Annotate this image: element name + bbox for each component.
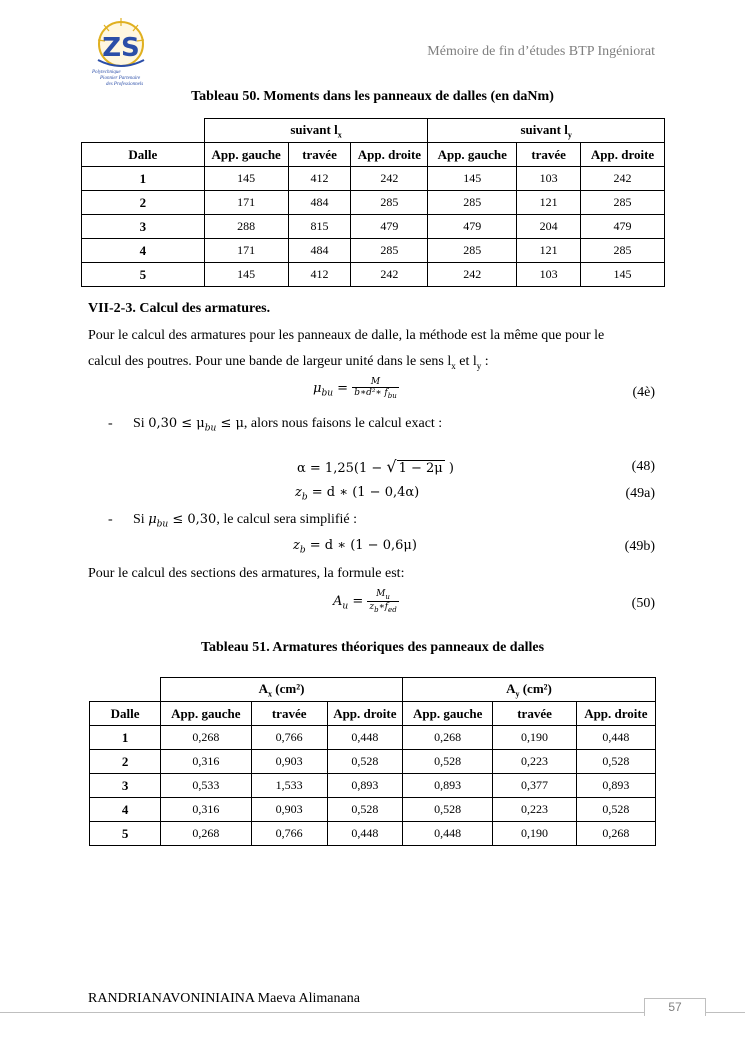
table-cell: 242: [351, 263, 428, 287]
table-cell: 0,223: [493, 750, 576, 774]
table-cell: 0,766: [251, 822, 327, 846]
table-row: [82, 215, 665, 239]
table-cell: 285: [581, 191, 665, 215]
table-cell: 0,533: [161, 774, 251, 798]
table51-col-dalle: Dalle: [90, 702, 161, 726]
table-cell: 145: [204, 263, 288, 287]
table-cell: 3: [90, 774, 161, 798]
table-cell: 412: [288, 167, 351, 191]
fraction: $\frac{M_u}{z_b∗f_{ed}}$: [369, 589, 397, 614]
table-cell: 285: [581, 239, 665, 263]
paragraph-2: Pour le calcul des sections des armatures, la formule est:: [88, 566, 405, 581]
table-cell: 0,893: [327, 774, 402, 798]
equation-mu-bu: $\mu_{bu}$ = $\frac{M}{b∗d^2∗ f_{bu}}$: [313, 377, 397, 400]
table-cell: 0,268: [576, 822, 655, 846]
table-row: [82, 167, 665, 191]
bullet-1: - Si $0,30 \le \mu_{bu} \le \mu$, alors nous faisons le calcul exact :: [108, 416, 443, 434]
table51-col-header: App. droite: [576, 702, 655, 726]
svg-text:ZS: ZS: [102, 33, 140, 63]
table50-group-y: suivant $l_y$: [428, 119, 665, 143]
table51-group-x: $A_x$ (cm²): [161, 678, 403, 702]
table50-col-header: App. droite: [581, 143, 665, 167]
equation-zb-simplified: $z_b = d$ ∗ (1 − 0,6μ): [293, 538, 417, 556]
table-cell: 288: [204, 215, 288, 239]
table51-col-header: travée: [251, 702, 327, 726]
table-cell: 1,533: [251, 774, 327, 798]
table-cell: 479: [428, 215, 517, 239]
table-cell: 204: [517, 215, 581, 239]
table-cell: 0,268: [402, 726, 492, 750]
table-cell: 171: [204, 239, 288, 263]
table-cell: 0,528: [402, 750, 492, 774]
table-cell: 0,528: [327, 750, 402, 774]
table-row: [90, 822, 656, 846]
table51-group-header-row: [90, 678, 656, 702]
equation-alpha: α = 1,25(1 − √ 1 − 2μ ): [297, 457, 454, 476]
table50-header-row: [82, 143, 665, 167]
equation-au: $A_u$ = $\frac{M_u}{z_b∗f_{ed}}$: [333, 589, 397, 614]
table-cell: 0,316: [161, 750, 251, 774]
page-number: 57: [644, 998, 706, 1016]
table-cell: 242: [351, 167, 428, 191]
table-cell: 479: [581, 215, 665, 239]
table-cell: 1: [82, 167, 205, 191]
table51-group-y: $A_y$ (cm²): [402, 678, 655, 702]
table-cell: 242: [581, 167, 665, 191]
table-cell: 0,528: [576, 798, 655, 822]
logo-tagline: Polytechnique Pionnier Partenaire des Professionnels: [92, 70, 144, 87]
table50-col-header: App. gauche: [204, 143, 288, 167]
table-cell: 484: [288, 239, 351, 263]
table-cell: 0,448: [402, 822, 492, 846]
table-cell: 145: [428, 167, 517, 191]
table50: [81, 118, 665, 287]
table-cell: 121: [517, 239, 581, 263]
footer-divider: [0, 1012, 745, 1013]
table-cell: 0,448: [327, 726, 402, 750]
equation-number: (49a): [625, 486, 655, 501]
running-header: Mémoire de fin d’études BTP Ingéniorat: [427, 44, 655, 59]
table-cell: 0,903: [251, 750, 327, 774]
table-cell: 0,448: [327, 822, 402, 846]
table-row: [82, 263, 665, 287]
table-row: [90, 750, 656, 774]
paragraph-1b: calcul des poutres. Pour une bande de largeur unité dans le sens $l_x$ et $l_y$ :: [88, 354, 489, 371]
table-row: [90, 798, 656, 822]
table-cell: 0,377: [493, 774, 576, 798]
table-row: [82, 191, 665, 215]
table-cell: 171: [204, 191, 288, 215]
equation-number: (4è): [632, 385, 655, 400]
equation-number: (50): [631, 596, 655, 611]
table-cell: 0,528: [327, 798, 402, 822]
table51-header-row: [90, 702, 656, 726]
table-cell: 103: [517, 167, 581, 191]
table-cell: 2: [90, 750, 161, 774]
table50-col-header: travée: [288, 143, 351, 167]
table-cell: 0,903: [251, 798, 327, 822]
table-cell: 242: [428, 263, 517, 287]
table-cell: 0,893: [402, 774, 492, 798]
table-cell: 5: [82, 263, 205, 287]
equation-number: (48): [631, 459, 655, 474]
table51: [89, 677, 656, 846]
table51-col-header: App. droite: [327, 702, 402, 726]
table50-col-header: travée: [517, 143, 581, 167]
table-cell: 0,190: [493, 726, 576, 750]
equation-zb-exact: $z_b = d$ ∗ (1 − 0,4α): [295, 485, 420, 503]
table-cell: 0,268: [161, 726, 251, 750]
table50-blank-cell: [82, 119, 205, 143]
fraction: $\frac{M}{b∗d^2∗ f_{bu}}$: [354, 377, 397, 400]
table50-col-header: App. droite: [351, 143, 428, 167]
table50-col-dalle: Dalle: [82, 143, 205, 167]
paragraph-1a: Pour le calcul des armatures pour les panneaux de dalle, la méthode est la même que pour le: [88, 328, 605, 343]
table-cell: 1: [90, 726, 161, 750]
table50-group-header-row: [82, 119, 665, 143]
table-cell: 285: [428, 191, 517, 215]
table-cell: 0,893: [576, 774, 655, 798]
table-cell: 0,223: [493, 798, 576, 822]
equation-number: (49b): [624, 539, 655, 554]
table-cell: 2: [82, 191, 205, 215]
table51-caption: Tableau 51. Armatures théoriques des panneaux de dalles: [200, 640, 545, 655]
table-cell: 145: [581, 263, 665, 287]
table-row: [90, 774, 656, 798]
table-cell: 285: [351, 191, 428, 215]
table-cell: 145: [204, 167, 288, 191]
section-title: VII-2-3. Calcul des armatures.: [88, 301, 271, 316]
table50-group-x: suivant $l_x$: [204, 119, 428, 143]
table-cell: 5: [90, 822, 161, 846]
table-row: [82, 239, 665, 263]
table-cell: 412: [288, 263, 351, 287]
table-row: [90, 726, 656, 750]
table-cell: 285: [351, 239, 428, 263]
table51-col-header: App. gauche: [161, 702, 251, 726]
table-cell: 484: [288, 191, 351, 215]
table50-col-header: App. gauche: [428, 143, 517, 167]
bullet-2: - Si $\mu_{bu} \le 0,30$, le calcul sera simplifié :: [108, 512, 358, 530]
table51-blank-cell: [90, 678, 161, 702]
table-cell: 0,528: [402, 798, 492, 822]
table-cell: 0,268: [161, 822, 251, 846]
table-cell: 103: [517, 263, 581, 287]
table-cell: 3: [82, 215, 205, 239]
table-cell: 121: [517, 191, 581, 215]
table-cell: 0,528: [576, 750, 655, 774]
table-cell: 4: [82, 239, 205, 263]
table51-col-header: App. gauche: [402, 702, 492, 726]
table-cell: 0,766: [251, 726, 327, 750]
table51-col-header: travée: [493, 702, 576, 726]
table50-caption: Tableau 50. Moments dans les panneaux de dalles (en daNm): [191, 89, 554, 104]
table-cell: 479: [351, 215, 428, 239]
table-cell: 4: [90, 798, 161, 822]
table-cell: 285: [428, 239, 517, 263]
table-cell: 0,316: [161, 798, 251, 822]
table-cell: 815: [288, 215, 351, 239]
footer-author: RANDRIANAVONINIAINA Maeva Alimanana: [88, 991, 360, 1006]
table-cell: 0,190: [493, 822, 576, 846]
table-cell: 0,448: [576, 726, 655, 750]
